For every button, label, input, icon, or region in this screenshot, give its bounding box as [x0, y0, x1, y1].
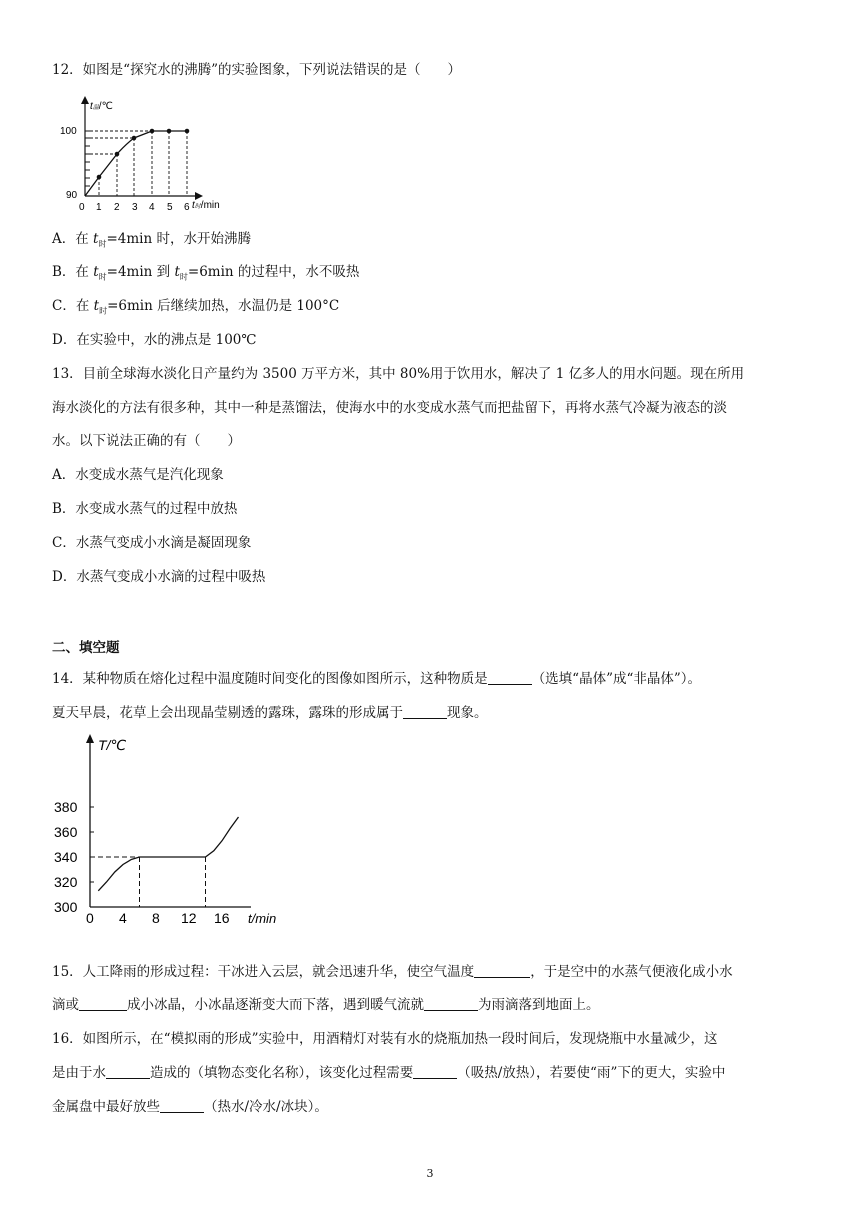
q12-option-b: B．在 $t_时=4\min$ 到 $t_时=6\min$ 的过程中，水不吸热	[52, 264, 360, 282]
q12-option-a: A．在 $t_时=4\min$ 时，水开始沸腾	[52, 231, 251, 249]
q12-option-d: D．在实验中，水的沸点是 100℃	[52, 332, 257, 348]
svg-text:6: 6	[184, 202, 190, 213]
svg-text:3: 3	[132, 202, 138, 213]
q12-y-arrow	[81, 96, 89, 104]
q16-blank-3[interactable]	[160, 1098, 204, 1113]
q13-option-d: D．水蒸气变成小水滴的过程中吸热	[52, 569, 266, 585]
section-heading: 二、填空题	[52, 640, 120, 656]
q16-blank-1[interactable]	[106, 1064, 150, 1079]
q12-x-tick-labels	[79, 202, 190, 213]
page-number: 3	[426, 1167, 434, 1180]
q15-blank-2[interactable]	[79, 996, 127, 1011]
q14-blank-1[interactable]	[488, 670, 532, 685]
svg-text:1: 1	[96, 202, 102, 213]
q14-y-tick-label: 360	[54, 824, 78, 840]
q12-curve	[85, 131, 187, 196]
q16-line3: 金属盘中最好放些 （热水/冷水/冰块）。	[52, 1099, 328, 1115]
svg-text:2: 2	[114, 202, 120, 213]
q14-y-tick-label: 340	[54, 849, 78, 865]
q12-x-label: t时/min	[192, 200, 220, 211]
q14-x-tick-label: 16	[214, 910, 230, 926]
q14-x-tick-label: 8	[152, 910, 160, 926]
q14-y-label: T/℃	[98, 737, 127, 753]
q14-x-tick-label: 12	[181, 910, 197, 926]
q14-x-tick-label: 0	[86, 910, 94, 926]
q16-line1: 16．如图所示，在“模拟雨的形成”实验中，用酒精灯对装有水的烧瓶加热一段时间后，发现烧瓶中水量减少，这	[52, 1031, 718, 1047]
q12-y-tick-90: 90	[66, 190, 78, 201]
q12-stem: 12．如图是“探究水的沸腾”的实验图象，下列说法错误的是（ ）	[52, 62, 461, 78]
q15-blank-3[interactable]	[424, 996, 478, 1011]
q12-option-c: C．在 $t_时=6\min$ 后继续加热，水温仍是 100°C	[52, 298, 340, 316]
q12-y-minor-ticks	[85, 131, 90, 186]
q12-graph	[58, 96, 238, 214]
q14-blank-2[interactable]	[403, 704, 447, 719]
q15-line1: 15．人工降雨的形成过程：干冰进入云层，就会迅速升华，使空气温度 ，于是空中的水蒸气便液化成小水	[52, 964, 733, 980]
q15-line2: 滴或 成小冰晶，小冰晶逐渐变大而下落，遇到暖气流就 为雨滴落到地面上。	[52, 997, 600, 1013]
q14-y-tick-label: 300	[54, 899, 78, 915]
q16-line2: 是由于水 造成的（填物态变化名称），该变化过程需要 （吸热/放热），若要使“雨”下的更大，实验中	[52, 1065, 726, 1081]
q14-line2: 夏天早晨，花草上会出现晶莹剔透的露珠，露珠的形成属于 现象。	[52, 705, 488, 721]
q14-y-tick-label: 380	[54, 799, 78, 815]
q13-stem-line2: 海水淡化的方法有很多种，其中一种是蒸馏法，使海水中的水变成水蒸气而把盐留下，再将水蒸气冷凝为液态的淡	[52, 400, 727, 416]
q15-blank-1[interactable]	[474, 963, 530, 978]
q14-curve	[98, 817, 238, 891]
q13-option-c: C．水蒸气变成小水滴是凝固现象	[52, 535, 252, 551]
q13-option-b: B．水变成水蒸气的过程中放热	[52, 501, 238, 517]
q14-line1: 14．某种物质在熔化过程中温度随时间变化的图像如图所示，这种物质是 （选填“晶体”成“非晶体”）。	[52, 671, 702, 687]
q12-y-label: t温/℃	[90, 101, 113, 112]
q14-x-label: t/min	[248, 911, 277, 926]
q12-y-tick-100: 100	[60, 126, 77, 137]
svg-text:5: 5	[167, 202, 173, 213]
q14-x-tick-label: 4	[119, 910, 127, 926]
q16-blank-2[interactable]	[413, 1064, 457, 1079]
q13-stem-line3: 水。以下说法正确的有（ ）	[52, 433, 241, 449]
q14-y-tick-label: 320	[54, 874, 78, 890]
svg-text:4: 4	[149, 202, 155, 213]
svg-text:0: 0	[79, 202, 85, 213]
q13-stem-line1: 13．目前全球海水淡化日产量约为 3500 万平方米，其中 80%用于饮用水，解决了 1 亿多人的用水问题。现在所用	[52, 366, 745, 382]
q13-option-a: A．水变成水蒸气是汽化现象	[52, 467, 224, 483]
q14-y-arrow	[86, 734, 94, 743]
q12-dashed-guides	[85, 131, 187, 196]
q14-graph	[48, 732, 298, 932]
q12-x-arrow	[195, 192, 203, 200]
